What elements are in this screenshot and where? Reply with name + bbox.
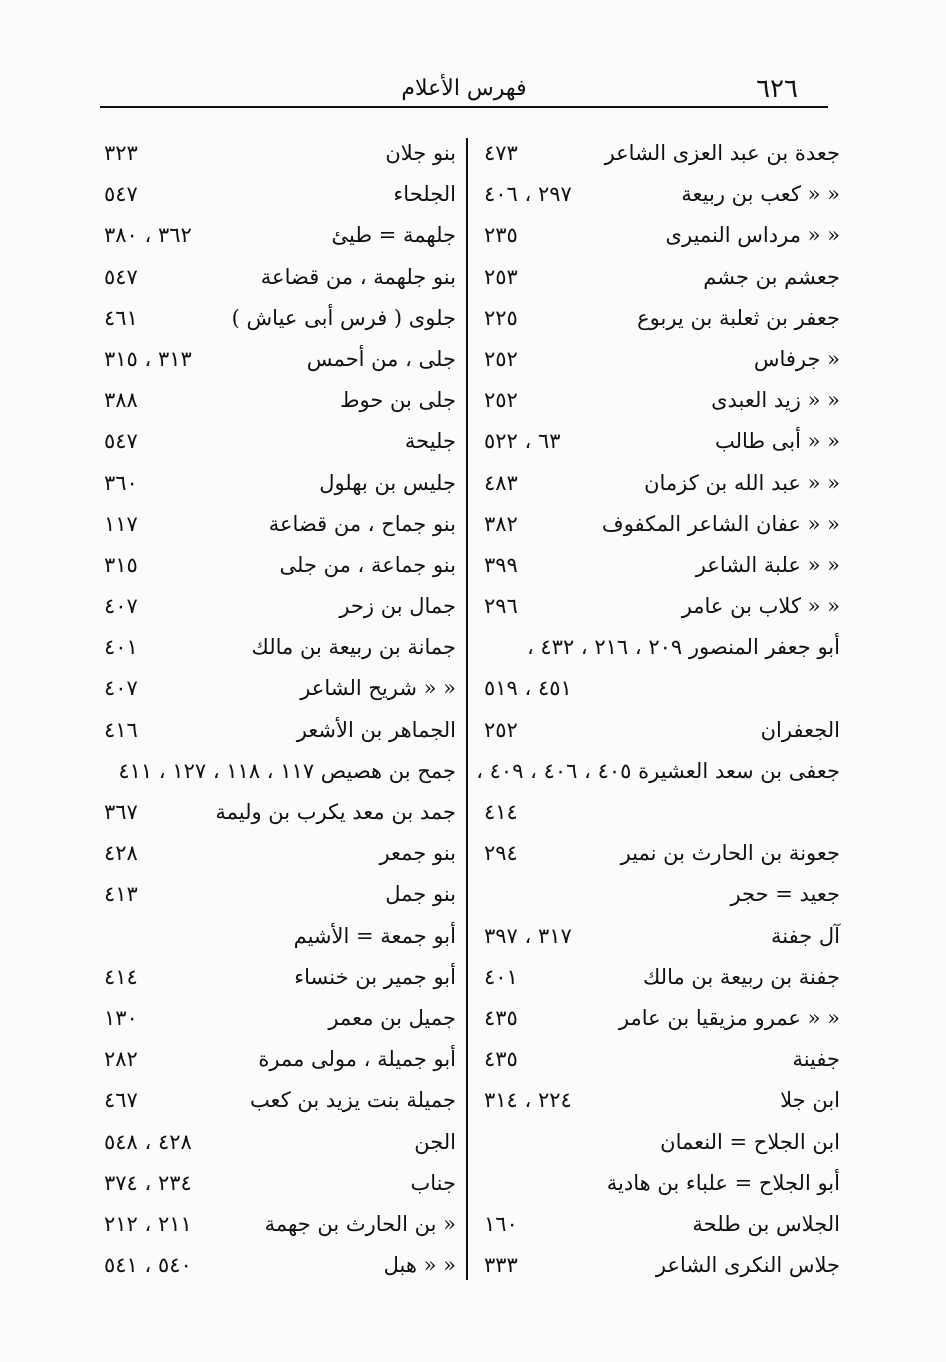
entry-pages: ٤٥١ ، ٥١٩ (484, 676, 572, 701)
entry-name: جلاس النكرى الشاعر (655, 1253, 840, 1278)
entry-pages: ٢٨٢ (104, 1047, 138, 1072)
entry-name: جمانة بن ربيعة بن مالك (251, 635, 456, 660)
entry-name: جمال بن زحر (339, 594, 456, 619)
entry-pages: ٤٠٧ (104, 676, 138, 701)
index-entry (480, 792, 840, 833)
index-entry (480, 957, 840, 998)
entry-name: « « كعب بن ربيعة (681, 182, 840, 207)
entry-pages: ٢٥٢ (484, 388, 518, 413)
entry-name: أبو الجلاح = علباء بن هادية (606, 1170, 840, 1195)
index-entry (480, 339, 840, 380)
entry-name: الجلحاء (393, 182, 456, 207)
entry-name: أبو جميلة ، مولى ممرة (258, 1047, 456, 1072)
index-entry (480, 1122, 840, 1163)
entry-name: « « عفان الشاعر المكفوف (601, 511, 840, 536)
running-title: فهرس الأعلام (401, 76, 527, 101)
index-column-left (100, 133, 456, 1286)
entry-name: بنو جمعر (379, 841, 456, 866)
index-entry (480, 1039, 840, 1080)
entry-pages: ٢٥٢ (484, 717, 518, 742)
entry-name: أبو جمعة = الأشيم (293, 923, 456, 948)
index-entry (480, 421, 840, 462)
entry-name: بنو جماعة ، من جلى (279, 552, 456, 577)
index-entry (100, 463, 456, 504)
index-entry (100, 874, 456, 915)
index-entry (480, 710, 840, 751)
entry-pages: ٤٢٨ ، ٥٤٨ (104, 1129, 192, 1154)
index-entry (480, 586, 840, 627)
entry-pages: ٥٤٧ (104, 429, 138, 454)
index-entry (480, 833, 840, 874)
entry-name: جلهمة = طيئ (331, 223, 456, 248)
index-entry (100, 586, 456, 627)
entry-name: « بن الحارث بن جهمة (264, 1211, 456, 1236)
entry-name: بنو جلهمة ، من قضاعة (260, 264, 456, 289)
entry-pages: ٣٢٣ (104, 141, 138, 165)
entry-pages: ٣٨٢ (484, 511, 518, 536)
entry-name: « « أبى طالب (714, 429, 840, 454)
index-entry (480, 463, 840, 504)
entry-name: جعفر بن ثعلبة بن يربوع (637, 305, 840, 330)
index-entry (480, 668, 840, 709)
entry-name: أبو جعفر المنصور ٢٠٩ ، ٢١٦ ، ٤٣٢ ، (526, 635, 840, 660)
entry-name: « « عبد الله بن كزمان (644, 470, 840, 495)
index-entry (480, 298, 840, 339)
entry-pages: ٤١٤ (484, 800, 518, 824)
entry-name: « جرفاس (753, 346, 840, 371)
index-entry (480, 627, 840, 668)
entry-name: « « شريح الشاعر (300, 676, 456, 701)
entry-name: جلى ، من أحمس (306, 346, 456, 371)
entry-pages: ٢٢٥ (484, 305, 518, 330)
entry-name: جعفى بن سعد العشيرة ٤٠٥ ، ٤٠٦ ، ٤٠٩ ، (476, 758, 840, 783)
index-entry (480, 545, 840, 586)
entry-pages: ٣٣٣ (484, 1253, 518, 1278)
entry-pages: ٥٤٧ (104, 182, 138, 207)
index-entry (480, 874, 840, 915)
entry-pages: ٥٤٧ (104, 264, 138, 289)
index-entry (100, 710, 456, 751)
entry-name: جميل بن معمر (328, 1005, 456, 1030)
index-entry (100, 1039, 456, 1080)
entry-name: أبو جمير بن خنساء (294, 964, 456, 989)
entry-name: جناب (410, 1170, 456, 1195)
entry-name: جعشم بن جشم (703, 264, 840, 289)
entry-name: بنو جمل (385, 882, 456, 907)
entry-pages: ٤١٤ (104, 964, 138, 989)
entry-pages: ٥٤٠ ، ٥٤١ (104, 1253, 192, 1278)
entry-pages: ٤٠١ (484, 964, 518, 989)
entry-name: « « علبة الشاعر (695, 552, 840, 577)
entry-name: بنو جلان (385, 141, 456, 165)
entry-pages: ٢١١ ، ٢١٢ (104, 1211, 192, 1236)
entry-name: « « عمرو مزيقيا بن عامر (618, 1005, 840, 1030)
entry-pages: ٤٠٧ (104, 594, 138, 619)
entry-name: جميلة بنت يزيد بن كعب (249, 1088, 456, 1113)
entry-pages: ٣١٥ (104, 552, 138, 577)
entry-name: جلى بن حوط (340, 388, 456, 413)
entry-name: جعيد = حجر (730, 882, 840, 907)
index-entry (480, 916, 840, 957)
index-entry (480, 215, 840, 256)
entry-name: جعدة بن عبد العزى الشاعر (604, 141, 840, 165)
entry-name: جفنة بن ربيعة بن مالك (642, 964, 840, 989)
index-entry (100, 792, 456, 833)
index-entry (100, 1080, 456, 1121)
entry-pages: ٢٩٦ (484, 594, 518, 619)
entry-pages: ٤٦٧ (104, 1088, 138, 1113)
entry-pages: ٤١٣ (104, 882, 138, 907)
index-entry (100, 751, 456, 792)
index-entry (480, 504, 840, 545)
index-entry (100, 1163, 456, 1204)
entry-name: جمح بن هصيص ١١٧ ، ١١٨ ، ١٢٧ ، ٤١١ (118, 758, 456, 783)
index-entry (480, 133, 840, 174)
index-entry (100, 339, 456, 380)
index-entry (480, 380, 840, 421)
entry-pages: ٦٣ ، ٥٢٢ (484, 429, 561, 454)
column-divider (466, 138, 468, 1280)
entry-name: جلوى ( فرس أبى عياش ) (231, 305, 456, 330)
entry-name: الجماهر بن الأشعر (296, 717, 456, 742)
entry-pages: ٢٣٤ ، ٣٧٤ (104, 1170, 192, 1195)
entry-name: « « مرداس النميرى (665, 223, 840, 248)
entry-pages: ٣١٣ ، ٣١٥ (104, 346, 192, 371)
entry-name: الجلاس بن طلحة (692, 1211, 840, 1236)
entry-name: « « زيد العبدى (711, 388, 840, 413)
entry-pages: ٤٨٣ (484, 470, 518, 495)
index-entry (480, 174, 840, 215)
page-header (100, 72, 828, 108)
entry-pages: ٢٢٤ ، ٣١٤ (484, 1088, 572, 1113)
index-entry (100, 504, 456, 545)
entry-pages: ١٣٠ (104, 1005, 138, 1030)
entry-pages: ٤٣٥ (484, 1047, 518, 1072)
entry-pages: ٢٩٤ (484, 841, 518, 866)
entry-name: ابن جلا (780, 1088, 840, 1113)
index-column-right (476, 133, 840, 1286)
entry-name: الجن (414, 1129, 456, 1154)
entry-pages: ٣٦٧ (104, 800, 138, 824)
index-entry (100, 545, 456, 586)
index-entry (480, 1163, 840, 1204)
index-entry (100, 957, 456, 998)
header-rule (100, 106, 828, 108)
index-entry (100, 421, 456, 462)
entry-name: ابن الجلاح = النعمان (660, 1129, 840, 1154)
entry-pages: ٣١٧ ، ٣٩٧ (484, 923, 572, 948)
entry-name: جعونة بن الحارث بن نمير (620, 841, 840, 866)
entry-name: « « هبل (383, 1253, 456, 1278)
index-entry (100, 174, 456, 215)
index-entry (100, 668, 456, 709)
entry-name: بنو جماح ، من قضاعة (268, 511, 456, 536)
entry-pages: ٤٢٨ (104, 841, 138, 866)
index-entry (100, 257, 456, 298)
index-entry (476, 751, 840, 792)
entry-pages: ٤٧٣ (484, 141, 518, 165)
entry-name: جفينة (792, 1047, 840, 1072)
entry-name: الجعفران (760, 717, 840, 742)
entry-pages: ٣٦٢ ، ٣٨٠ (104, 223, 192, 248)
entry-pages: ٤٠١ (104, 635, 138, 660)
entry-pages: ١١٧ (104, 511, 138, 536)
index-entry (480, 1204, 840, 1245)
entry-pages: ٢٣٥ (484, 223, 518, 248)
index-entry (100, 1245, 456, 1286)
entry-name: جمد بن معد يكرب بن وليمة (215, 800, 456, 824)
index-entry (100, 380, 456, 421)
index-entry (480, 998, 840, 1039)
entry-pages: ٤٣٥ (484, 1005, 518, 1030)
entry-pages: ١٦٠ (484, 1211, 518, 1236)
index-entry (100, 627, 456, 668)
entry-pages: ٤١٦ (104, 717, 138, 742)
entry-name: « « كلاب بن عامر (681, 594, 840, 619)
entry-pages: ٢٥٢ (484, 346, 518, 371)
index-entry (100, 998, 456, 1039)
index-entry (480, 1245, 840, 1286)
index-entry (100, 916, 456, 957)
index-entry (100, 833, 456, 874)
index-entry (100, 1122, 456, 1163)
index-entry (480, 257, 840, 298)
index-entry (480, 1080, 840, 1121)
page-number: ٦٢٦ (756, 74, 798, 104)
entry-pages: ٣٩٩ (484, 552, 518, 577)
entry-pages: ٢٥٣ (484, 264, 518, 289)
index-entry (100, 215, 456, 256)
entry-pages: ٤٦١ (104, 305, 138, 330)
entry-pages: ٣٨٨ (104, 388, 138, 413)
entry-name: آل جفنة (771, 923, 840, 948)
index-entry (100, 1204, 456, 1245)
entry-name: جليس بن بهلول (319, 470, 456, 495)
entry-pages: ٣٦٠ (104, 470, 138, 495)
index-entry (100, 298, 456, 339)
entry-pages: ٢٩٧ ، ٤٠٦ (484, 182, 572, 207)
entry-name: جليحة (404, 429, 456, 454)
index-entry (100, 133, 456, 174)
